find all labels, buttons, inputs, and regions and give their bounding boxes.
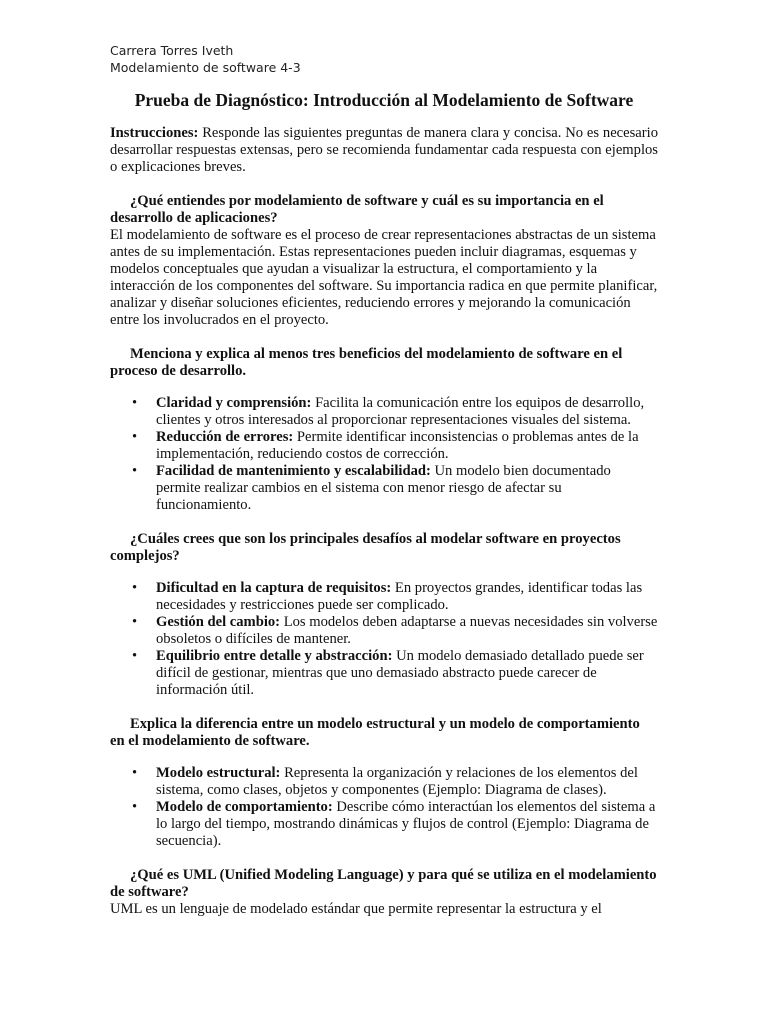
bullet-icon: •	[132, 648, 138, 664]
list-item-term: Claridad y comprensión:	[156, 395, 312, 411]
bullet-icon: •	[132, 463, 138, 479]
models-list	[110, 765, 658, 850]
answer-5: UML es un lenguaje de modelado estándar que permite representar la estructura y el	[110, 901, 602, 917]
challenges-list	[110, 580, 658, 699]
question-1: ¿Qué entiendes por modelamiento de software y cuál es su importancia en el desarrollo de aplicaciones?	[110, 193, 604, 226]
list-item-text: Permite identificar inconsistencias o problemas antes de la implementación, reduciendo costos de corrección.	[156, 429, 639, 462]
list-item-term: Facilidad de mantenimiento y escalabilidad:	[156, 463, 431, 479]
list-item-term: Reducción de errores:	[156, 429, 294, 445]
author-name: Carrera Torres Iveth	[110, 43, 234, 58]
list-item-term: Modelo de comportamiento:	[156, 799, 333, 815]
instructions-label: Instrucciones:	[110, 125, 199, 141]
question-5: ¿Qué es UML (Unified Modeling Language) y para qué se utiliza en el modelamiento de software?	[110, 867, 657, 900]
list-item	[110, 580, 658, 614]
list-item	[110, 463, 658, 514]
benefits-list	[110, 395, 658, 514]
bullet-icon: •	[132, 765, 138, 781]
question-4: Explica la diferencia entre un modelo estructural y un modelo de comportamiento en el modelamiento de software.	[110, 716, 640, 749]
bullet-icon: •	[132, 799, 138, 815]
bullet-icon: •	[132, 395, 138, 411]
list-item	[110, 799, 658, 850]
list-item-text: En proyectos grandes, identificar todas las necesidades y restricciones puede ser complicado.	[156, 580, 643, 613]
list-item	[110, 395, 658, 429]
list-item-term: Gestión del cambio:	[156, 614, 281, 630]
list-item-text: Representa la organización y relaciones de los elementos del sistema, como clases, objetos y componentes (Ejemplo: Diagrama de clases).	[156, 765, 638, 798]
bullet-icon: •	[132, 580, 138, 596]
list-item-text: Facilita la comunicación entre los equipos de desarrollo, clientes y otros interesados al proporcionar representaciones visuales del sistema.	[156, 395, 645, 428]
list-item	[110, 648, 658, 699]
list-item	[110, 429, 658, 463]
list-item	[110, 614, 658, 648]
list-item-text: Un modelo demasiado detallado puede ser difícil de gestionar, mientras que uno demasiado abstracto puede carecer de información útil.	[156, 648, 644, 698]
instructions-paragraph	[110, 125, 658, 176]
bullet-icon: •	[132, 614, 138, 630]
list-item-term: Equilibrio entre detalle y abstracción:	[156, 648, 393, 664]
list-item-term: Dificultad en la captura de requisitos:	[156, 580, 392, 596]
course-name: Modelamiento de software 4-3	[110, 60, 301, 75]
bullet-icon: •	[132, 429, 138, 445]
list-item-term: Modelo estructural:	[156, 765, 281, 781]
answer-1: El modelamiento de software es el proceso de crear representaciones abstractas de un sistema antes de su implementación. Estas representaciones pueden incluir diagramas, esquemas y modelos conceptuales que ayudan a visualizar la estructura, el comportamiento y la interacción de los componentes del software. Su importancia radica en que permite planificar, analizar y diseñar soluciones eficientes, reduciendo errores y mejorando la comunicación entre los involucrados en el proyecto.	[110, 227, 658, 328]
list-item-text: Los modelos deben adaptarse a nuevas necesidades sin volverse obsoletos o difíciles de mantener.	[156, 614, 658, 647]
list-item-text: Describe cómo interactúan los elementos del sistema a lo largo del tiempo, mostrando dinámicas y flujos de control (Ejemplo: Diagrama de secuencia).	[156, 799, 656, 849]
list-item-text: Un modelo bien documentado permite realizar cambios en el sistema con menor riesgo de afectar su funcionamiento.	[156, 463, 611, 513]
document-page	[110, 42, 658, 918]
document-title: Prueba de Diagnóstico: Introducción al Modelamiento de Software	[134, 90, 634, 110]
question-3: ¿Cuáles crees que son los principales desafíos al modelar software en proyectos complejos?	[110, 531, 621, 564]
question-2: Menciona y explica al menos tres beneficios del modelamiento de software en el proceso de desarrollo.	[110, 346, 623, 379]
instructions-text: Responde las siguientes preguntas de manera clara y concisa. No es necesario desarrollar respuestas extensas, pero se recomienda fundamentar cada respuesta con ejemplos o explicaciones breves.	[110, 125, 658, 175]
list-item	[110, 765, 658, 799]
